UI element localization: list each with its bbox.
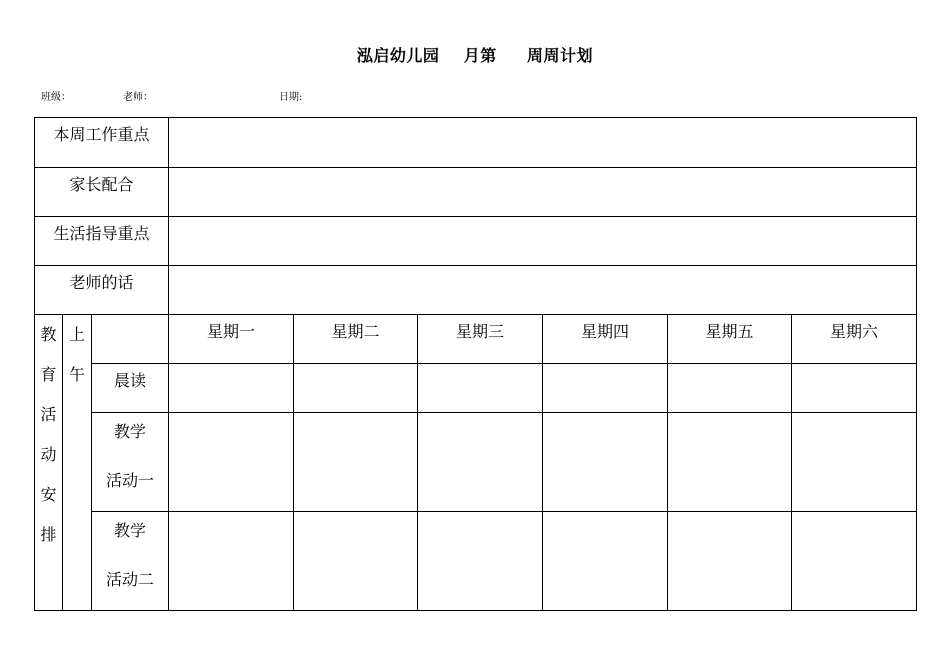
activity-1-tuesday[interactable] — [294, 413, 418, 512]
weekly-focus-content[interactable] — [169, 118, 917, 168]
activity-1-saturday[interactable] — [792, 413, 917, 512]
activity-arrangement-label: 教 育 活 动 安 排 — [35, 315, 63, 611]
morning-reading-tuesday[interactable] — [294, 364, 418, 413]
date-label: 日期: — [279, 92, 303, 103]
activity-2-tuesday[interactable] — [294, 512, 418, 611]
day-header-thursday: 星期四 — [543, 315, 668, 364]
teacher-words-label: 老师的话 — [35, 266, 169, 315]
teaching-activity-1-label: 教学 活动一 — [92, 413, 169, 512]
row-parent-cooperation — [35, 168, 917, 217]
activity-2-thursday[interactable] — [543, 512, 668, 611]
row-morning-reading — [35, 364, 917, 413]
activity-2-friday[interactable] — [668, 512, 792, 611]
row-day-headers — [35, 315, 917, 364]
morning-reading-wednesday[interactable] — [418, 364, 543, 413]
morning-reading-saturday[interactable] — [792, 364, 917, 413]
teacher-words-content[interactable] — [169, 266, 917, 315]
morning-reading-monday[interactable] — [169, 364, 294, 413]
activity-1-wednesday[interactable] — [418, 413, 543, 512]
life-guidance-label: 生活指导重点 — [35, 217, 169, 266]
day-header-friday: 星期五 — [668, 315, 792, 364]
morning-reading-thursday[interactable] — [543, 364, 668, 413]
corner-cell — [92, 315, 169, 364]
activity-2-monday[interactable] — [169, 512, 294, 611]
teaching-activity-2-label: 教学 活动二 — [92, 512, 169, 611]
day-header-saturday: 星期六 — [792, 315, 917, 364]
activity-1-thursday[interactable] — [543, 413, 668, 512]
morning-period-label: 上 午 — [63, 315, 92, 611]
row-life-guidance — [35, 217, 917, 266]
activity-2-saturday[interactable] — [792, 512, 917, 611]
morning-reading-friday[interactable] — [668, 364, 792, 413]
weekly-plan-table — [34, 117, 917, 611]
activity-1-friday[interactable] — [668, 413, 792, 512]
day-header-wednesday: 星期三 — [418, 315, 543, 364]
activity-2-wednesday[interactable] — [418, 512, 543, 611]
day-header-monday: 星期一 — [169, 315, 294, 364]
activity-1-monday[interactable] — [169, 413, 294, 512]
life-guidance-content[interactable] — [169, 217, 917, 266]
row-teaching-activity-2 — [35, 512, 917, 611]
parent-cooperation-label: 家长配合 — [35, 168, 169, 217]
parent-cooperation-content[interactable] — [169, 168, 917, 217]
row-teacher-words — [35, 266, 917, 315]
day-header-tuesday: 星期二 — [294, 315, 418, 364]
row-teaching-activity-1 — [35, 413, 917, 512]
teacher-label: 老师： — [123, 92, 153, 103]
morning-reading-label: 晨读 — [92, 364, 169, 413]
row-weekly-focus — [35, 118, 917, 168]
page-title: 泓启幼儿园 月第 周周计划 — [356, 46, 594, 65]
class-label: 班级： — [41, 92, 71, 103]
weekly-focus-label: 本周工作重点 — [35, 118, 169, 168]
